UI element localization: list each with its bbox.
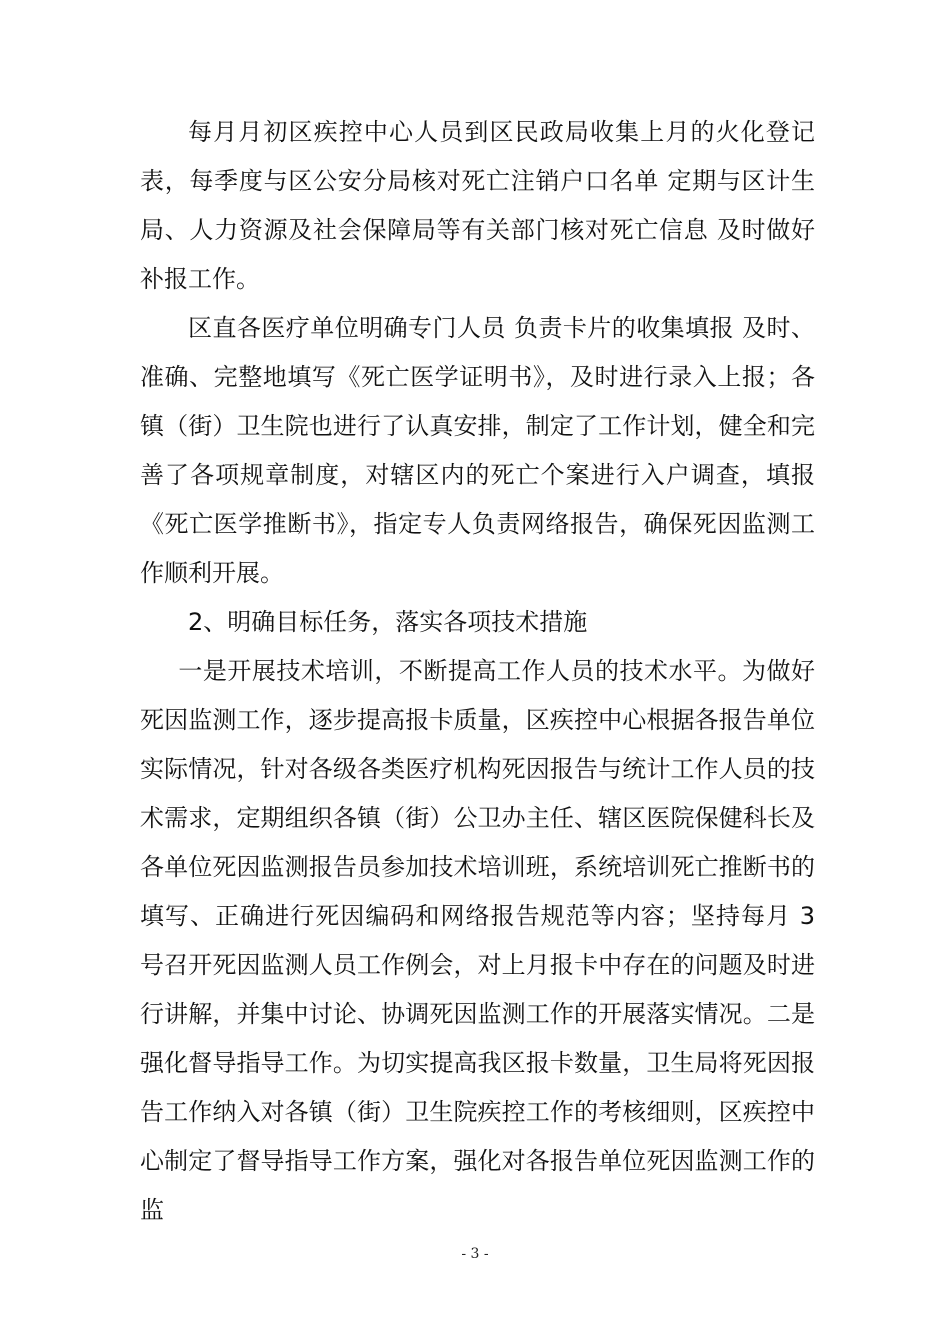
document-body: [140, 108, 815, 1235]
paragraph-1: 每月月初区疾控中心人员到区民政局收集上月的火化登记表，每季度与区公安分局核对死亡注销户口名单 定期与区计生局、人力资源及社会保障局等有关部门核对死亡信息 及时做好补报工作。: [140, 118, 815, 293]
page-number: - 3 -: [461, 1246, 489, 1262]
section-heading: 2、明确目标任务，落实各项技术措施: [188, 608, 588, 636]
paragraph-2: 区直各医疗单位明确专门人员 负责卡片的收集填报 及时、准确、完整地填写《死亡医学证明书》，及时进行录入上报；各镇（街）卫生院也进行了认真安排，制定了工作计划，健全和完善了各项规章制度，对辖区内的死亡个案进行入户调查，填报《死亡医学推断书》，指定专人负责网络报告，确保死因监测工作顺利开展。: [140, 314, 815, 587]
paragraph-3: 一是开展技术培训，不断提高工作人员的技术水平。为做好死因监测工作，逐步提高报卡质量，区疾控中心根据各报告单位实际情况，针对各级各类医疗机构死因报告与统计工作人员的技术需求，定期组织各镇（街）公卫办主任、辖区医院保健科长及各单位死因监测报告员参加技术培训班，系统培训死亡推断书的填写、正确进行死因编码和网络报告规范等内容；坚持每月 3 号召开死因监测人员工作例会，对上月报卡中存在的问题及时进行讲解，并集中讨论、协调死因监测工作的开展落实情况。二是强化督导指导工作。为切实提高我区报卡数量，卫生局将死因报告工作纳入对各镇（街）卫生院疾控工作的考核细则，区疾控中心制定了督导指导工作方案，强化对各报告单位死因监测工作的监: [140, 657, 815, 1224]
